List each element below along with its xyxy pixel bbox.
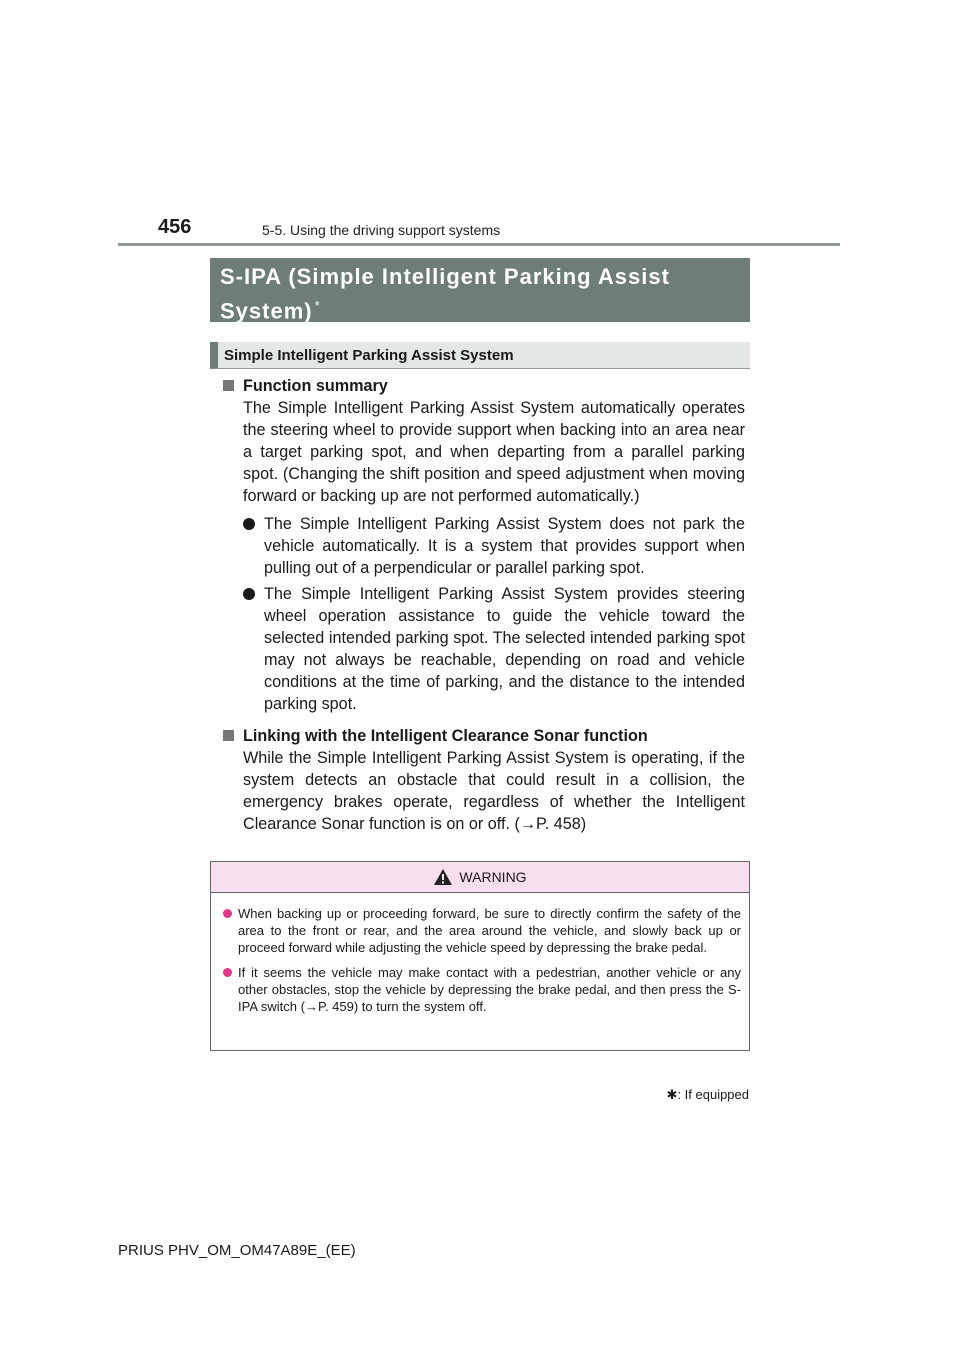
list-item-text: The Simple Intelligent Parking Assist System provides steering wheel operation assistance to guide the vehicle toward the selected intended parking spot. The selected intended parking spot may not always be reachable, depending on road and vehicle conditions at the time of parking, and the distance to the intended parking spot. bbox=[264, 585, 745, 713]
circle-bullet-icon bbox=[243, 588, 255, 600]
main-content bbox=[223, 375, 745, 841]
warning-item bbox=[223, 964, 741, 1015]
pink-bullet-icon bbox=[223, 968, 232, 977]
warning-box bbox=[210, 861, 750, 1051]
warning-item-text: If it seems the vehicle may make contact with a pedestrian, another vehicle or any other obstacles, stop the vehicle by depressing the brake pedal, and then press the S-IPA switch (→P. 459) to turn the system off. bbox=[238, 965, 741, 1014]
pink-bullet-icon bbox=[223, 909, 232, 918]
page-title-text: S-IPA (Simple Intelligent Parking Assist System) bbox=[220, 264, 670, 324]
square-bullet-icon bbox=[223, 730, 234, 741]
list-item-text: The Simple Intelligent Parking Assist System does not park the vehicle automatically. It is a system that provides support when pulling out of a perpendicular or parallel parking spot. bbox=[264, 515, 745, 577]
warning-item bbox=[223, 905, 741, 956]
page-title bbox=[210, 258, 750, 322]
header-divider bbox=[118, 243, 840, 246]
list-item bbox=[223, 583, 745, 715]
linking-heading bbox=[223, 725, 745, 747]
warning-label: WARNING bbox=[459, 869, 527, 885]
list-item bbox=[223, 513, 745, 579]
warning-triangle-icon bbox=[433, 868, 453, 886]
warning-item-text: When backing up or proceeding forward, be sure to directly confirm the safety of the area to the front or rear, and the area around the vehicle, and slowly back up or proceed forward while adjusting the vehicle speed by depressing the brake pedal. bbox=[238, 906, 741, 955]
asterisk-icon: * bbox=[314, 298, 321, 313]
footer-model-code: PRIUS PHV_OM_OM47A89E_(EE) bbox=[118, 1242, 356, 1259]
warning-header bbox=[211, 862, 749, 893]
function-summary-heading bbox=[223, 375, 745, 397]
page-number: 456 bbox=[158, 216, 192, 238]
linking-body: While the Simple Intelligent Parking Assist System is operating, if the system detects an obstacle that could result in a collision, the emergency brakes operate, regardless of whether the Intelligent Clearance Sonar function is on or off. (→P. 458) bbox=[243, 749, 745, 833]
function-summary-heading-text: Function summary bbox=[243, 377, 388, 395]
function-summary-body: The Simple Intelligent Parking Assist System automatically operates the steering wheel to provide support when backing into an area near a target parking spot, and when departing from a parallel parking spot. (Changing the shift position and speed adjustment when moving forward or backing up are not performed automatically.) bbox=[243, 399, 745, 505]
square-bullet-icon bbox=[223, 380, 234, 391]
section-title: 5-5. Using the driving support systems bbox=[262, 222, 501, 238]
linking-heading-text: Linking with the Intelligent Clearance Sonar function bbox=[243, 727, 648, 745]
footnote: ✱: If equipped bbox=[666, 1087, 749, 1102]
circle-bullet-icon bbox=[243, 518, 255, 530]
subsection-title: Simple Intelligent Parking Assist System bbox=[210, 342, 750, 369]
warning-body bbox=[211, 893, 749, 1015]
